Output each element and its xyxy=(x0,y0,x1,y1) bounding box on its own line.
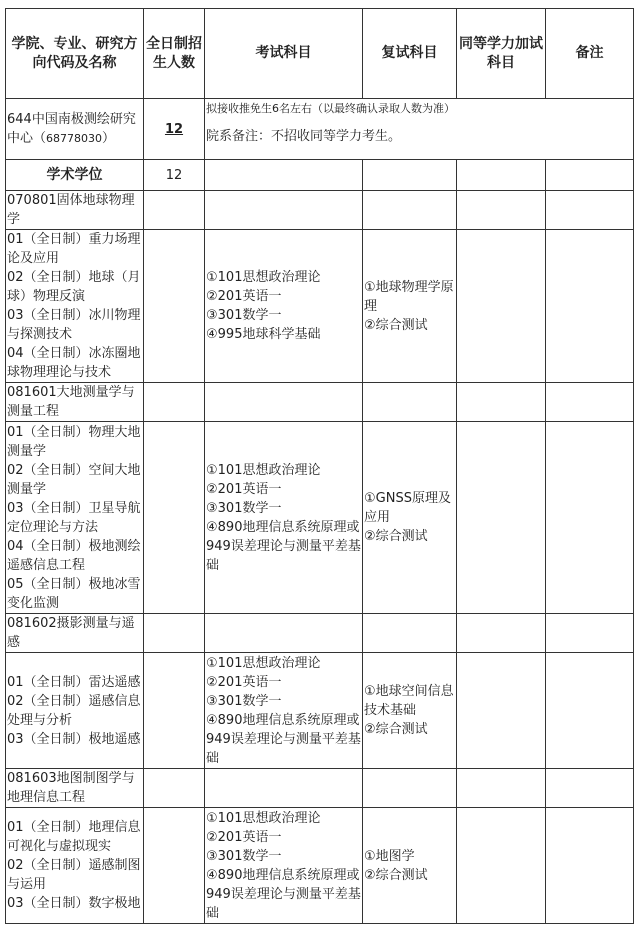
directions-cell xyxy=(6,653,144,769)
direction-row xyxy=(6,653,634,769)
exam-item: ②201英语一 xyxy=(206,289,282,304)
note-recommend: 拟接收推免生6名左右（以最终确认录取人数为准） xyxy=(206,102,455,115)
exam-item: ②201英语一 xyxy=(206,829,282,845)
exam-item: ①101思想政治理论 xyxy=(206,810,321,826)
directions-cell xyxy=(6,808,144,924)
retest-item: ①地球物理学原理 xyxy=(364,279,454,314)
directions-item: 03（全日制）极地遥感 xyxy=(7,731,141,747)
retest-item: ②综合测试 xyxy=(364,317,428,333)
header-retest: 复试科目 xyxy=(363,9,457,99)
directions-item: 01（全日制）雷达遥感 xyxy=(7,674,141,690)
academic-label: 学术学位 xyxy=(6,160,144,191)
exam-cell xyxy=(205,653,363,769)
dept-count[interactable]: 12 xyxy=(144,99,205,160)
retest-item: ①地球空间信息技术基础 xyxy=(364,684,454,718)
major-name: 070801固体地球物理学 xyxy=(6,191,144,230)
directions-item: 02（全日制）空间大地测量学 xyxy=(7,462,141,497)
directions-item: 03（全日制）卫星导航定位理论与方法 xyxy=(7,500,141,535)
exam-item: ③301数学一 xyxy=(206,500,282,516)
exam-item: ①101思想政治理论 xyxy=(206,462,321,478)
admissions-table xyxy=(5,8,634,924)
direction-row xyxy=(6,422,634,614)
directions-item: 01（全日制）物理大地测量学 xyxy=(7,424,141,459)
directions-cell xyxy=(6,230,144,383)
major-row xyxy=(6,191,634,230)
exam-item: ③301数学一 xyxy=(206,693,282,709)
dept-name: 644中国南极测绘研究中心（68778030） xyxy=(6,99,144,160)
directions-item: 04（全日制）冰冻圈地球物理理论与技术 xyxy=(7,346,141,380)
academic-row xyxy=(6,160,634,191)
major-row xyxy=(6,769,634,808)
major-row xyxy=(6,614,634,653)
dept-phone: 68778030 xyxy=(46,132,103,145)
directions-item: 04（全日制）极地测绘遥感信息工程 xyxy=(7,538,141,573)
header-exam: 考试科目 xyxy=(205,9,363,99)
directions-item: 01（全日制）地理信息可视化与虚拟现实 xyxy=(7,820,141,854)
dept-notes xyxy=(205,99,634,160)
major-row xyxy=(6,383,634,422)
exam-item: ②201英语一 xyxy=(206,674,282,690)
exam-cell xyxy=(205,230,363,383)
major-name: 081603地图制图学与地理信息工程 xyxy=(6,769,144,808)
header-remarks: 备注 xyxy=(546,9,634,99)
exam-item: ④890地理信息系统原理或949误差理论与测量平差基础 xyxy=(206,519,361,573)
retest-item: ①地图学 xyxy=(364,848,415,864)
exam-item: ④890地理信息系统原理或949误差理论与测量平差基础 xyxy=(206,712,361,766)
retest-cell xyxy=(363,808,457,924)
exam-item: ④890地理信息系统原理或949误差理论与测量平差基础 xyxy=(206,867,361,921)
exam-item: ③301数学一 xyxy=(206,308,282,323)
exam-item: ①101思想政治理论 xyxy=(206,270,321,285)
directions-item: 01（全日制）重力场理论及应用 xyxy=(7,232,141,266)
exam-cell xyxy=(205,422,363,614)
directions-item: 05（全日制）极地冰雪变化监测 xyxy=(7,576,141,611)
retest-item: ②综合测试 xyxy=(364,867,428,883)
directions-item: 03（全日制）冰川物理与探测技术 xyxy=(7,308,141,342)
retest-cell xyxy=(363,422,457,614)
header-major: 学院、专业、研究方向代码及名称 xyxy=(6,9,144,99)
major-name: 081602摄影测量与遥感 xyxy=(6,614,144,653)
direction-row xyxy=(6,808,634,924)
note-dept: 院系备注：不招收同等学力考生。 xyxy=(206,129,402,144)
major-name: 081601大地测量学与测量工程 xyxy=(6,383,144,422)
directions-cell xyxy=(6,422,144,614)
directions-item: 02（全日制）遥感制图与运用 xyxy=(7,858,141,892)
retest-item: ①GNSS原理及应用 xyxy=(364,491,451,525)
header-row xyxy=(6,9,634,99)
exam-cell xyxy=(205,808,363,924)
academic-count: 12 xyxy=(144,160,205,191)
exam-item: ④995地球科学基础 xyxy=(206,327,321,342)
exam-item: ①101思想政治理论 xyxy=(206,655,321,671)
header-count: 全日制招生人数 xyxy=(144,9,205,99)
retest-item: ②综合测试 xyxy=(364,722,428,737)
directions-item: 03（全日制）数字极地 xyxy=(7,896,141,911)
direction-row xyxy=(6,230,634,383)
dept-row xyxy=(6,99,634,160)
header-extra: 同等学力加试科目 xyxy=(457,9,546,99)
exam-item: ②201英语一 xyxy=(206,481,282,497)
retest-cell xyxy=(363,653,457,769)
directions-item: 02（全日制）地球（月球）物理反演 xyxy=(7,270,141,304)
retest-cell xyxy=(363,230,457,383)
exam-item: ③301数学一 xyxy=(206,848,282,864)
retest-item: ②综合测试 xyxy=(364,529,428,544)
directions-item: 02（全日制）遥感信息处理与分析 xyxy=(7,693,141,728)
